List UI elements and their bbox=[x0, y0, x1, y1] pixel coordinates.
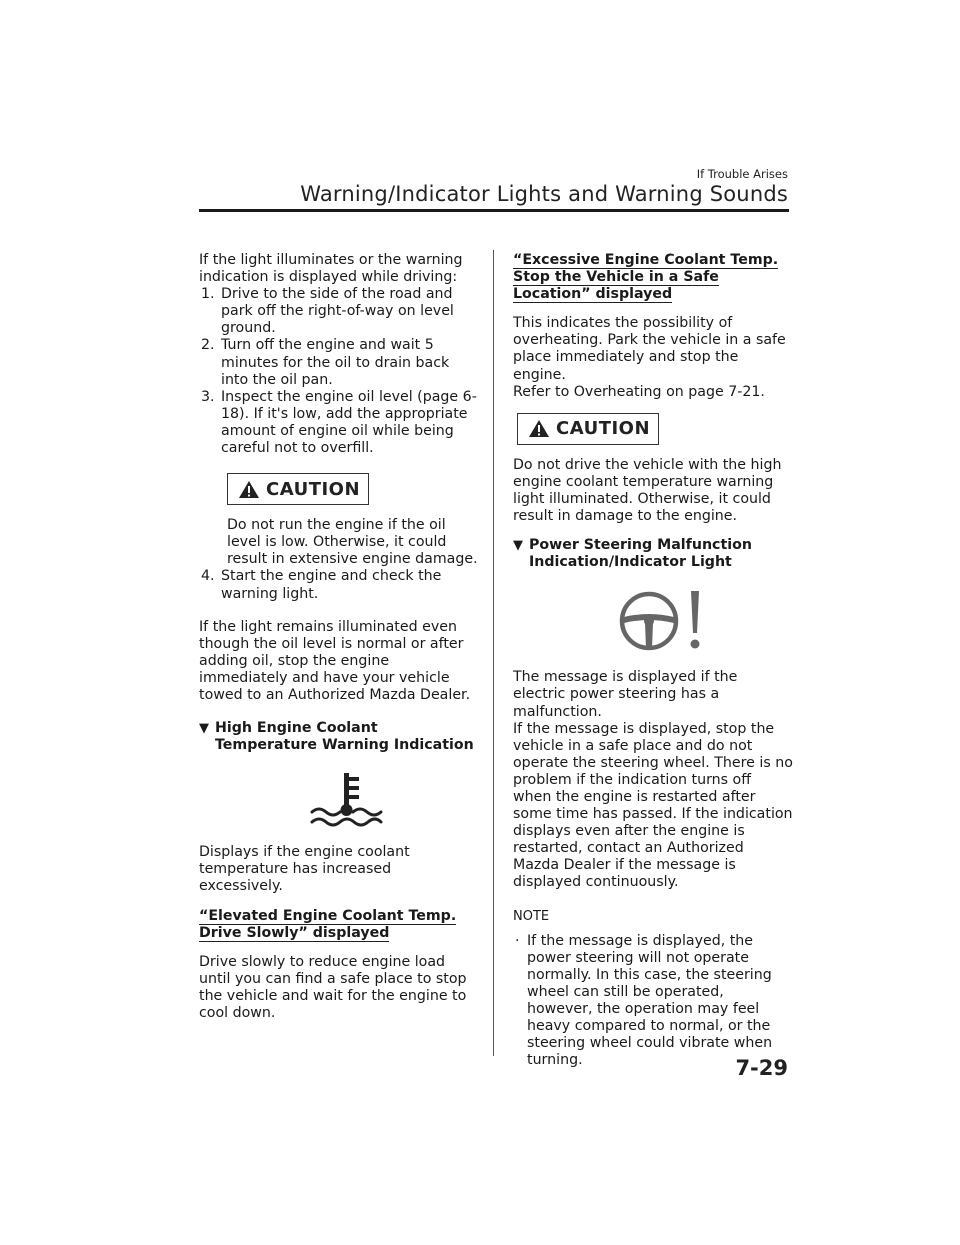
list-item bbox=[199, 286, 479, 337]
bullet-marker: · bbox=[515, 932, 520, 949]
list-item bbox=[199, 568, 479, 602]
message-heading-text: “Elevated Engine Coolant Temp. Drive Slowly” displayed bbox=[199, 907, 457, 941]
triangle-marker-icon: ▼ bbox=[199, 721, 209, 737]
note-label: NOTE bbox=[513, 908, 550, 924]
subsection-heading bbox=[199, 720, 479, 754]
coolant-temperature-icon bbox=[308, 770, 384, 832]
steering-warning-icon bbox=[617, 587, 707, 653]
paragraph: Drive slowly to reduce engine load until you can find a safe place to stop the vehicle and wait for the engine to cool down. bbox=[199, 953, 467, 1021]
column-divider bbox=[493, 250, 494, 1056]
icon-wrapper bbox=[513, 587, 793, 653]
warning-triangle-icon bbox=[238, 480, 260, 499]
paragraph: Displays if the engine coolant temperature has increased excessively. bbox=[199, 844, 410, 895]
paragraph: If the light remains illuminated even though the oil level is normal or after adding oil, stop the engine immediately and have your vehicle towed to an Authorized Mazda Dealer. bbox=[199, 618, 471, 703]
message-heading bbox=[199, 908, 479, 942]
left-column bbox=[199, 252, 479, 1022]
paragraph: Refer to Overheating on page 7-21. bbox=[513, 383, 765, 400]
paragraph: If the message is displayed, stop the vehicle in a safe place and do not operate the steering wheel. There is no problem if the indication turns off when the engine is restarted after some time has passed. If the indication displays even after the engine is restarted, contact an Authorized Mazda Dealer if the message is displayed continuously. bbox=[513, 720, 793, 891]
intro-paragraph: If the light illuminates or the warning indication is displayed while driving: bbox=[199, 252, 463, 286]
list-item bbox=[199, 389, 479, 457]
caution-text: Do not run the engine if the oil level is low. Otherwise, it could result in extensive engine damage. bbox=[227, 517, 478, 568]
step-text: Drive to the side of the road and park off the right-of-way on level ground. bbox=[221, 286, 454, 337]
steps-list bbox=[199, 286, 479, 457]
caution-badge bbox=[227, 473, 369, 505]
caution-box bbox=[199, 473, 479, 568]
warning-triangle-icon bbox=[528, 419, 550, 438]
step-number: 1. bbox=[201, 286, 215, 303]
header-rule bbox=[199, 209, 789, 212]
paragraph: The message is displayed if the electric power steering has a malfunction. bbox=[513, 669, 738, 720]
subsection-title: Power Steering Malfunction Indication/Indicator Light bbox=[529, 537, 752, 571]
message-heading-text: “Excessive Engine Coolant Temp. Stop the Vehicle in a Safe Location” displayed bbox=[513, 252, 779, 303]
step-number: 3. bbox=[201, 388, 215, 405]
triangle-marker-icon: ▼ bbox=[513, 538, 523, 554]
step-text: Start the engine and check the warning light. bbox=[221, 568, 442, 602]
step-text: Inspect the engine oil level (page 6-18). If it's low, add the appropriate amount of engine oil while being careful not to overfill. bbox=[221, 388, 477, 457]
caution-text: Do not drive the vehicle with the high engine coolant temperature warning light illuminated. Otherwise, it could result in damage to the engine. bbox=[513, 456, 782, 525]
subsection-heading bbox=[513, 537, 793, 571]
page-number: 7-29 bbox=[735, 1056, 788, 1080]
step-number: 2. bbox=[201, 337, 215, 354]
icon-wrapper bbox=[199, 770, 479, 832]
paragraph: This indicates the possibility of overheating. Park the vehicle in a safe place immediately and stop the engine. bbox=[513, 315, 786, 383]
note-bullet bbox=[513, 933, 793, 1070]
message-heading bbox=[513, 252, 793, 303]
caution-label: CAUTION bbox=[266, 478, 361, 500]
step-text: Turn off the engine and wait 5 minutes for the oil to drain back into the oil pan. bbox=[221, 337, 450, 388]
caution-label: CAUTION bbox=[556, 418, 651, 440]
caution-box bbox=[513, 413, 793, 445]
right-column bbox=[513, 252, 793, 1069]
step-number: 4. bbox=[201, 568, 215, 585]
list-item bbox=[199, 337, 479, 388]
page-header-title: Warning/Indicator Lights and Warning Sounds bbox=[300, 182, 788, 206]
caution-badge bbox=[517, 413, 659, 445]
note-bullet-text: If the message is displayed, the power steering will not operate normally. In this case, the steering wheel can still be operated, however, the operation may feel heavy compared to normal, or the steering wheel could vibrate when turning. bbox=[527, 932, 773, 1069]
header-section-label: If Trouble Arises bbox=[696, 167, 788, 181]
subsection-title: High Engine Coolant Temperature Warning Indication bbox=[215, 720, 474, 754]
